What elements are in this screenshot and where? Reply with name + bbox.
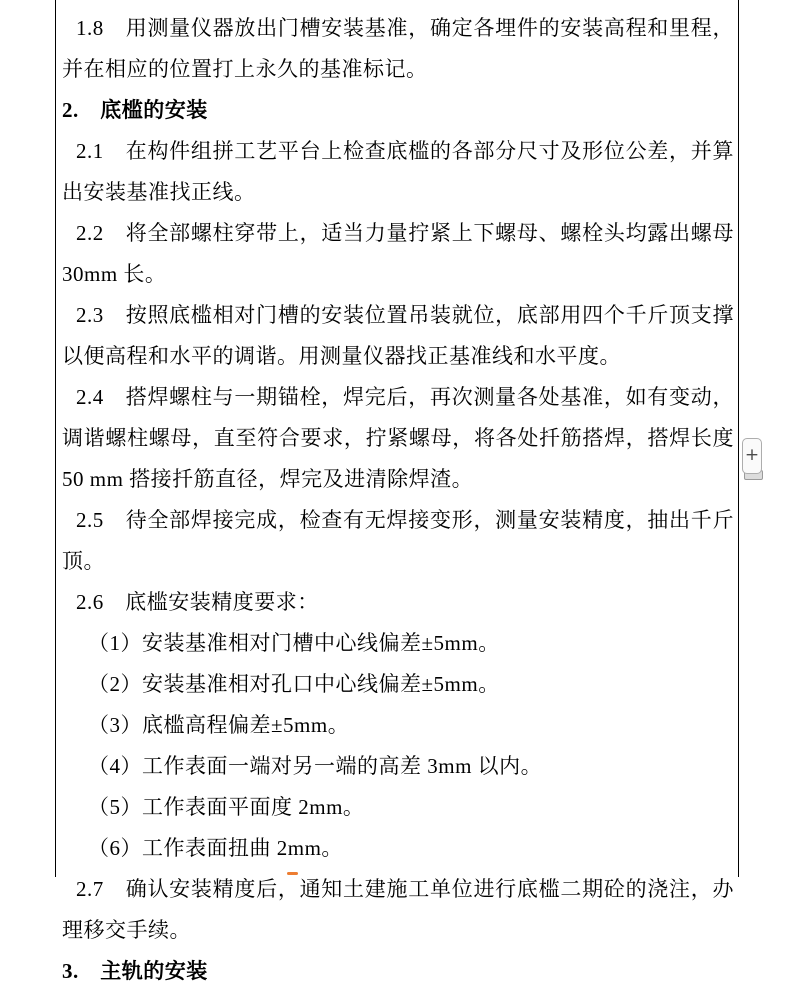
heading-3: 3. 主轨的安装 [62, 959, 208, 983]
paragraph-2-4: 2.4 搭焊螺柱与一期锚栓，焊完后，再次测量各处基准，如有变动，调谐螺柱螺母，直至符合要求，拧紧螺母，将各处扦筋搭焊，搭焊长度 50 mm 搭接扦筋直径，焊完及进清除焊渣。 [62, 385, 734, 491]
paragraph-2-3: 2.3 按照底槛相对门槽的安装位置吊装就位，底部用四个千斤顶支撑以便高程和水平的调谐。用测量仪器找正基准线和水平度。 [62, 303, 734, 368]
plus-icon: + [744, 445, 760, 465]
paragraph-2-1: 2.1 在构件组拼工艺平台上检查底槛的各部分尺寸及形位公差，并算出安装基准找正线。 [62, 139, 734, 204]
paragraph-2-2: 2.2 将全部螺柱穿带上，适当力量拧紧上下螺母、螺栓头均露出螺母 30mm 长。 [62, 221, 734, 286]
heading-2: 2. 底槛的安装 [62, 98, 208, 122]
list-item-6: （6）工作表面扭曲 2mm。 [88, 836, 343, 860]
list-item-1: （1）安装基准相对门槽中心线偏差±5mm。 [88, 631, 500, 655]
paragraph-2-7: 2.7 确认安装精度后，通知土建施工单位进行底槛二期砼的浇注，办理移交手续。 [62, 877, 734, 942]
edit-mark [287, 872, 298, 875]
plus-button[interactable] [742, 438, 762, 474]
list-item-3: （3）底槛高程偏差±5mm。 [88, 713, 350, 737]
list-item-5: （5）工作表面平面度 2mm。 [88, 795, 365, 819]
paragraph-2-6: 2.6 底槛安装精度要求： [76, 590, 319, 614]
list-item-2: （2）安装基准相对孔口中心线偏差±5mm。 [88, 672, 500, 696]
list-item-4: （4）工作表面一端对另一端的高差 3mm 以内。 [88, 754, 543, 778]
document-table-cell[interactable] [55, 0, 739, 983]
paragraph-1-8: 1.8 用测量仪器放出门槽安装基准，确定各埋件的安装高程和里程，并在相应的位置打上永久的基准标记。 [62, 16, 734, 81]
paragraph-2-5: 2.5 待全部焊接完成，检查有无焊接变形，测量安装精度，抽出千斤顶。 [62, 508, 734, 573]
